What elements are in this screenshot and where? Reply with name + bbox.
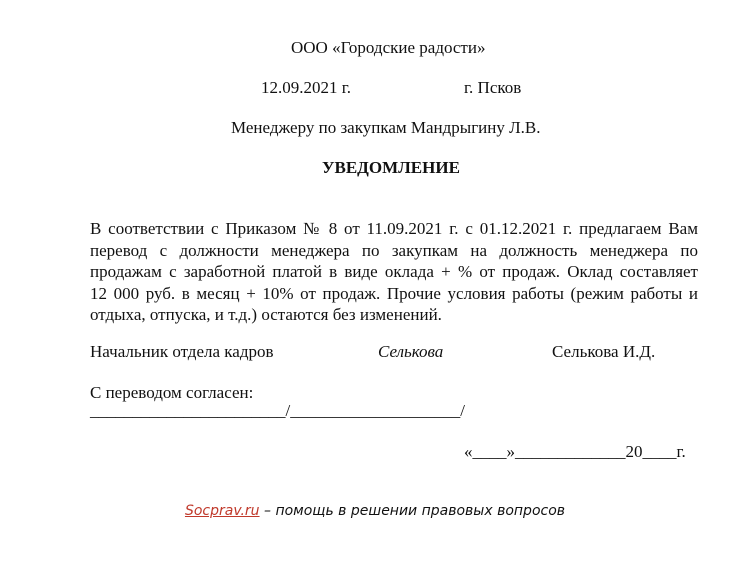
body-line: продажам с заработной платой в виде оклада + % от продаж. Оклад составляет [90, 262, 698, 281]
document-date: 12.09.2021 г. [261, 78, 352, 97]
document-city: г. Псков [464, 78, 522, 97]
footer-link[interactable]: Socprav.ru [184, 503, 260, 519]
body-line: отдыха, отпуска, и т.д.) остаются без изменений. [90, 305, 442, 324]
footer-tagline: – помощь в решении правовых вопросов [259, 503, 566, 519]
signatory-name: Селькова И.Д. [552, 342, 656, 361]
addressee: Менеджеру по закупкам Мандрыгину Л.В. [231, 118, 541, 137]
document-title: УВЕДОМЛЕНИЕ [322, 158, 460, 177]
consent-signature-line: _______________________/____________________/ [90, 401, 465, 420]
body-line: 12 000 руб. в месяц + 10% от продаж. Прочие условия работы (режим работы и [90, 283, 698, 303]
signature: Селькова [378, 342, 444, 361]
date-line: «____»_____________20____г. [464, 442, 686, 461]
footer [0, 503, 750, 519]
company-name: ООО «Городские радости» [291, 38, 486, 57]
signatory-position: Начальник отдела кадров [90, 342, 274, 361]
body-line: перевод с должности менеджера по закупкам на должность менеджера по [90, 240, 698, 260]
consent-label: С переводом согласен: [90, 383, 254, 402]
notice-body [90, 218, 698, 326]
body-line: В соответствии с Приказом № 8 от 11.09.2021 г. с 01.12.2021 г. предлагаем Вам [90, 219, 698, 238]
